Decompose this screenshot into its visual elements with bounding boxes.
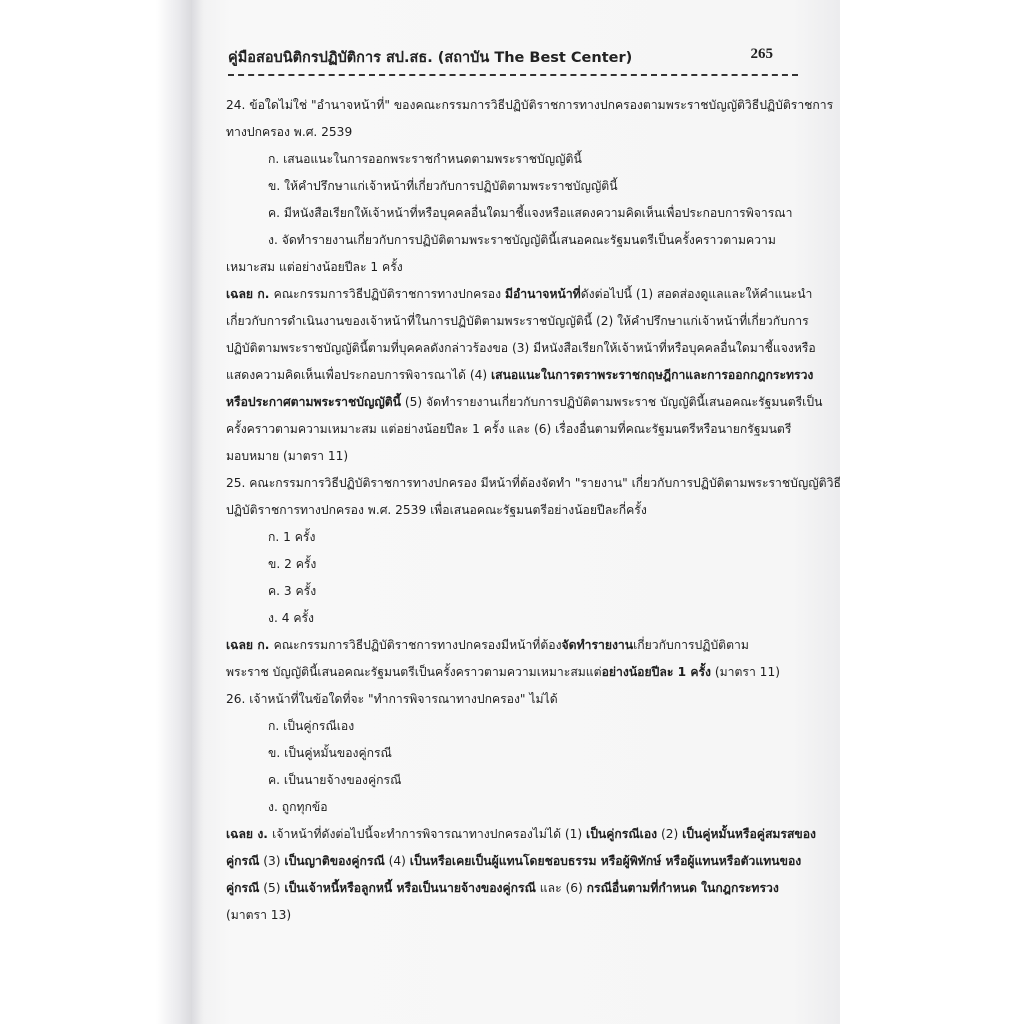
bold-text: เฉลย ก. bbox=[226, 287, 274, 301]
text-segment: (2) bbox=[657, 827, 683, 841]
text-segment: เกี่ยวกับการดำเนินงานของเจ้าหน้าที่ในการปฏิบัติตามพระราชบัญญัตินี้ (2) ให้คำปรึกษาแก่เจ้าหน้าที่เกี่ยวกับการ bbox=[226, 314, 809, 328]
text-line bbox=[226, 524, 811, 551]
text-segment: ง. 4 ครั้ง bbox=[268, 611, 314, 625]
text-segment: ข. ให้คำปรึกษาแก่เจ้าหน้าที่เกี่ยวกับการปฏิบัติตามพระราชบัญญัตินี้ bbox=[268, 179, 618, 193]
bold-text: หรือประกาศตามพระราชบัญญัตินี้ bbox=[226, 395, 402, 409]
bold-text: จัดทำรายงาน bbox=[561, 638, 634, 652]
text-segment: ค. มีหนังสือเรียกให้เจ้าหน้าที่หรือบุคคลอื่นใดมาชี้แจงหรือแสดงความคิดเห็นเพื่อประกอบการพิจารณา bbox=[268, 206, 793, 220]
text-segment: เกี่ยวกับการปฏิบัติตาม bbox=[633, 638, 749, 652]
header-title: คู่มือสอบนิติกรปฏิบัติการ สป.สธ. (สถาบัน The Best Center) bbox=[228, 50, 633, 66]
text-line bbox=[226, 470, 841, 497]
text-line bbox=[226, 551, 811, 578]
page-number: 265 bbox=[750, 46, 773, 62]
text-line bbox=[226, 578, 811, 605]
text-segment: ค. เป็นนายจ้างของคู่กรณี bbox=[268, 773, 402, 787]
text-line bbox=[226, 362, 814, 389]
text-segment: (3) bbox=[259, 854, 285, 868]
text-segment: คณะกรรมการวิธีปฏิบัติราชการทางปกครอง bbox=[273, 287, 505, 301]
text-segment: เจ้าหน้าที่ดังต่อไปนี้จะทำการพิจารณาทางปกครองไม่ได้ (1) bbox=[272, 827, 587, 841]
text-segment: ก. 1 ครั้ง bbox=[268, 530, 316, 544]
text-segment: เหมาะสม แต่อย่างน้อยปีละ 1 ครั้ง bbox=[226, 260, 403, 274]
text-line bbox=[226, 767, 811, 794]
bold-text: คู่กรณี bbox=[226, 881, 260, 895]
text-line bbox=[226, 281, 811, 308]
text-segment: (มาตรา 13) bbox=[226, 908, 292, 922]
bold-text: เป็นคู่หมั้นหรือคู่สมรสของ bbox=[682, 827, 817, 841]
text-segment: ง. ถูกทุกข้อ bbox=[268, 800, 328, 814]
text-segment: ง. จัดทำรายงานเกี่ยวกับการปฏิบัติตามพระราชบัญญัตินี้เสนอคณะรัฐมนตรีเป็นครั้งคราวตามความ bbox=[268, 233, 776, 247]
text-segment: แสดงความคิดเห็นเพื่อประกอบการพิจารณาได้ (4) bbox=[226, 368, 491, 382]
text-line bbox=[226, 821, 817, 848]
bold-text: เสนอแนะในการตราพระราชกฤษฎีกาและการออกกฎกระทรวง bbox=[490, 368, 814, 382]
text-segment: (4) bbox=[384, 854, 410, 868]
bold-text: เป็นคู่กรณีเอง bbox=[586, 827, 658, 841]
text-line bbox=[226, 119, 811, 146]
text-line bbox=[226, 146, 811, 173]
text-line bbox=[226, 902, 811, 929]
text-segment: ครั้งคราวตามความเหมาะสม แต่อย่างน้อยปีละ 1 ครั้ง และ (6) เรื่องอื่นตามที่คณะรัฐมนตรีหรือนายกรัฐมนตรี bbox=[226, 422, 792, 436]
text-line bbox=[226, 740, 811, 767]
bold-text: เป็นเจ้าหนี้หรือลูกหนี้ หรือเป็นนายจ้างของคู่กรณี bbox=[284, 881, 536, 895]
text-segment: 24. ข้อใดไม่ใช่ "อำนาจหน้าที่" ของคณะกรรมการวิธีปฏิบัติราชการทางปกครองตามพระราชบัญญัติวิธีปฏิบัติราชการ bbox=[226, 98, 834, 112]
text-segment: (5) จัดทำรายงานเกี่ยวกับการปฏิบัติตามพระราช บัญญัตินี้เสนอคณะรัฐมนตรีเป็น bbox=[401, 395, 823, 409]
text-line bbox=[226, 227, 811, 254]
text-line bbox=[226, 92, 834, 119]
page-header bbox=[228, 42, 773, 68]
text-segment: ก. เป็นคู่กรณีเอง bbox=[268, 719, 355, 733]
text-line bbox=[226, 713, 811, 740]
text-line bbox=[226, 416, 811, 443]
text-segment: ข. เป็นคู่หมั้นของคู่กรณี bbox=[268, 746, 392, 760]
text-line bbox=[226, 254, 811, 281]
text-line bbox=[226, 632, 811, 659]
text-line bbox=[226, 605, 811, 632]
text-line bbox=[226, 848, 811, 875]
text-line bbox=[226, 173, 811, 200]
bold-text: อย่างน้อยปีละ 1 ครั้ง bbox=[601, 665, 711, 679]
text-segment: ปฏิบัติตามพระราชบัญญัตินี้ตามที่บุคคลดังกล่าวร้องขอ (3) มีหนังสือเรียกให้เจ้าหน้าที่หรือบุคคลอื่นใดมาชี้แจงหรือ bbox=[226, 341, 816, 355]
text-line bbox=[226, 200, 811, 227]
bold-text: เป็นญาติของคู่กรณี bbox=[284, 854, 385, 868]
text-line bbox=[226, 875, 811, 902]
text-segment: พระราช บัญญัตินี้เสนอคณะรัฐมนตรีเป็นครั้งคราวตามความเหมาะสมแต่ bbox=[226, 665, 602, 679]
bold-text: เป็นหรือเคยเป็นผู้แทนโดยชอบธรรม หรือผู้พิทักษ์ หรือผู้แทนหรือตัวแทนของ bbox=[409, 854, 802, 868]
text-segment: ค. 3 ครั้ง bbox=[268, 584, 317, 598]
text-segment: ทางปกครอง พ.ศ. 2539 bbox=[226, 125, 353, 139]
text-segment: ปฏิบัติราชการทางปกครอง พ.ศ. 2539 เพื่อเสนอคณะรัฐมนตรีอย่างน้อยปีละกี่ครั้ง bbox=[226, 503, 647, 517]
page-content bbox=[226, 92, 841, 929]
text-segment: ก. เสนอแนะในการออกพระราชกำหนดตามพระราชบัญญัตินี้ bbox=[268, 152, 582, 166]
text-line bbox=[226, 389, 823, 416]
text-segment: (มาตรา 11) bbox=[711, 665, 780, 679]
text-line bbox=[226, 497, 811, 524]
bold-text: เฉลย ง. bbox=[226, 827, 273, 841]
header-dashed-rule bbox=[228, 74, 798, 76]
text-line bbox=[226, 659, 811, 686]
text-segment: 25. คณะกรรมการวิธีปฏิบัติราชการทางปกครอง มีหน้าที่ต้องจัดทำ "รายงาน" เกี่ยวกับการปฏิบัติตามพระราชบัญญัติวิธี bbox=[226, 476, 841, 490]
bold-text: มีอำนาจหน้าที่ bbox=[504, 287, 581, 301]
background-right bbox=[840, 0, 1024, 1024]
text-line bbox=[226, 335, 816, 362]
bold-text: คู่กรณี bbox=[226, 854, 260, 868]
bold-text: กรณีอื่นตามที่กำหนด ในกฎกระทรวง bbox=[586, 881, 779, 895]
bold-text: เฉลย ก. bbox=[226, 638, 274, 652]
text-segment: มอบหมาย (มาตรา 11) bbox=[226, 449, 349, 463]
text-segment: (5) bbox=[259, 881, 285, 895]
text-segment: 26. เจ้าหน้าที่ในข้อใดที่จะ "ทำการพิจารณาทางปกครอง" ไม่ได้ bbox=[226, 692, 558, 706]
text-line bbox=[226, 308, 811, 335]
background-left bbox=[0, 0, 195, 1024]
text-segment: ข. 2 ครั้ง bbox=[268, 557, 317, 571]
text-segment: และ (6) bbox=[535, 881, 587, 895]
text-line bbox=[226, 686, 811, 713]
text-line bbox=[226, 443, 811, 470]
text-segment: คณะกรรมการวิธีปฏิบัติราชการทางปกครองมีหน้าที่ต้อง bbox=[273, 638, 562, 652]
text-line bbox=[226, 794, 811, 821]
text-segment: ดังต่อไปนี้ (1) สอดส่องดูแลและให้คำแนะนำ bbox=[580, 287, 813, 301]
